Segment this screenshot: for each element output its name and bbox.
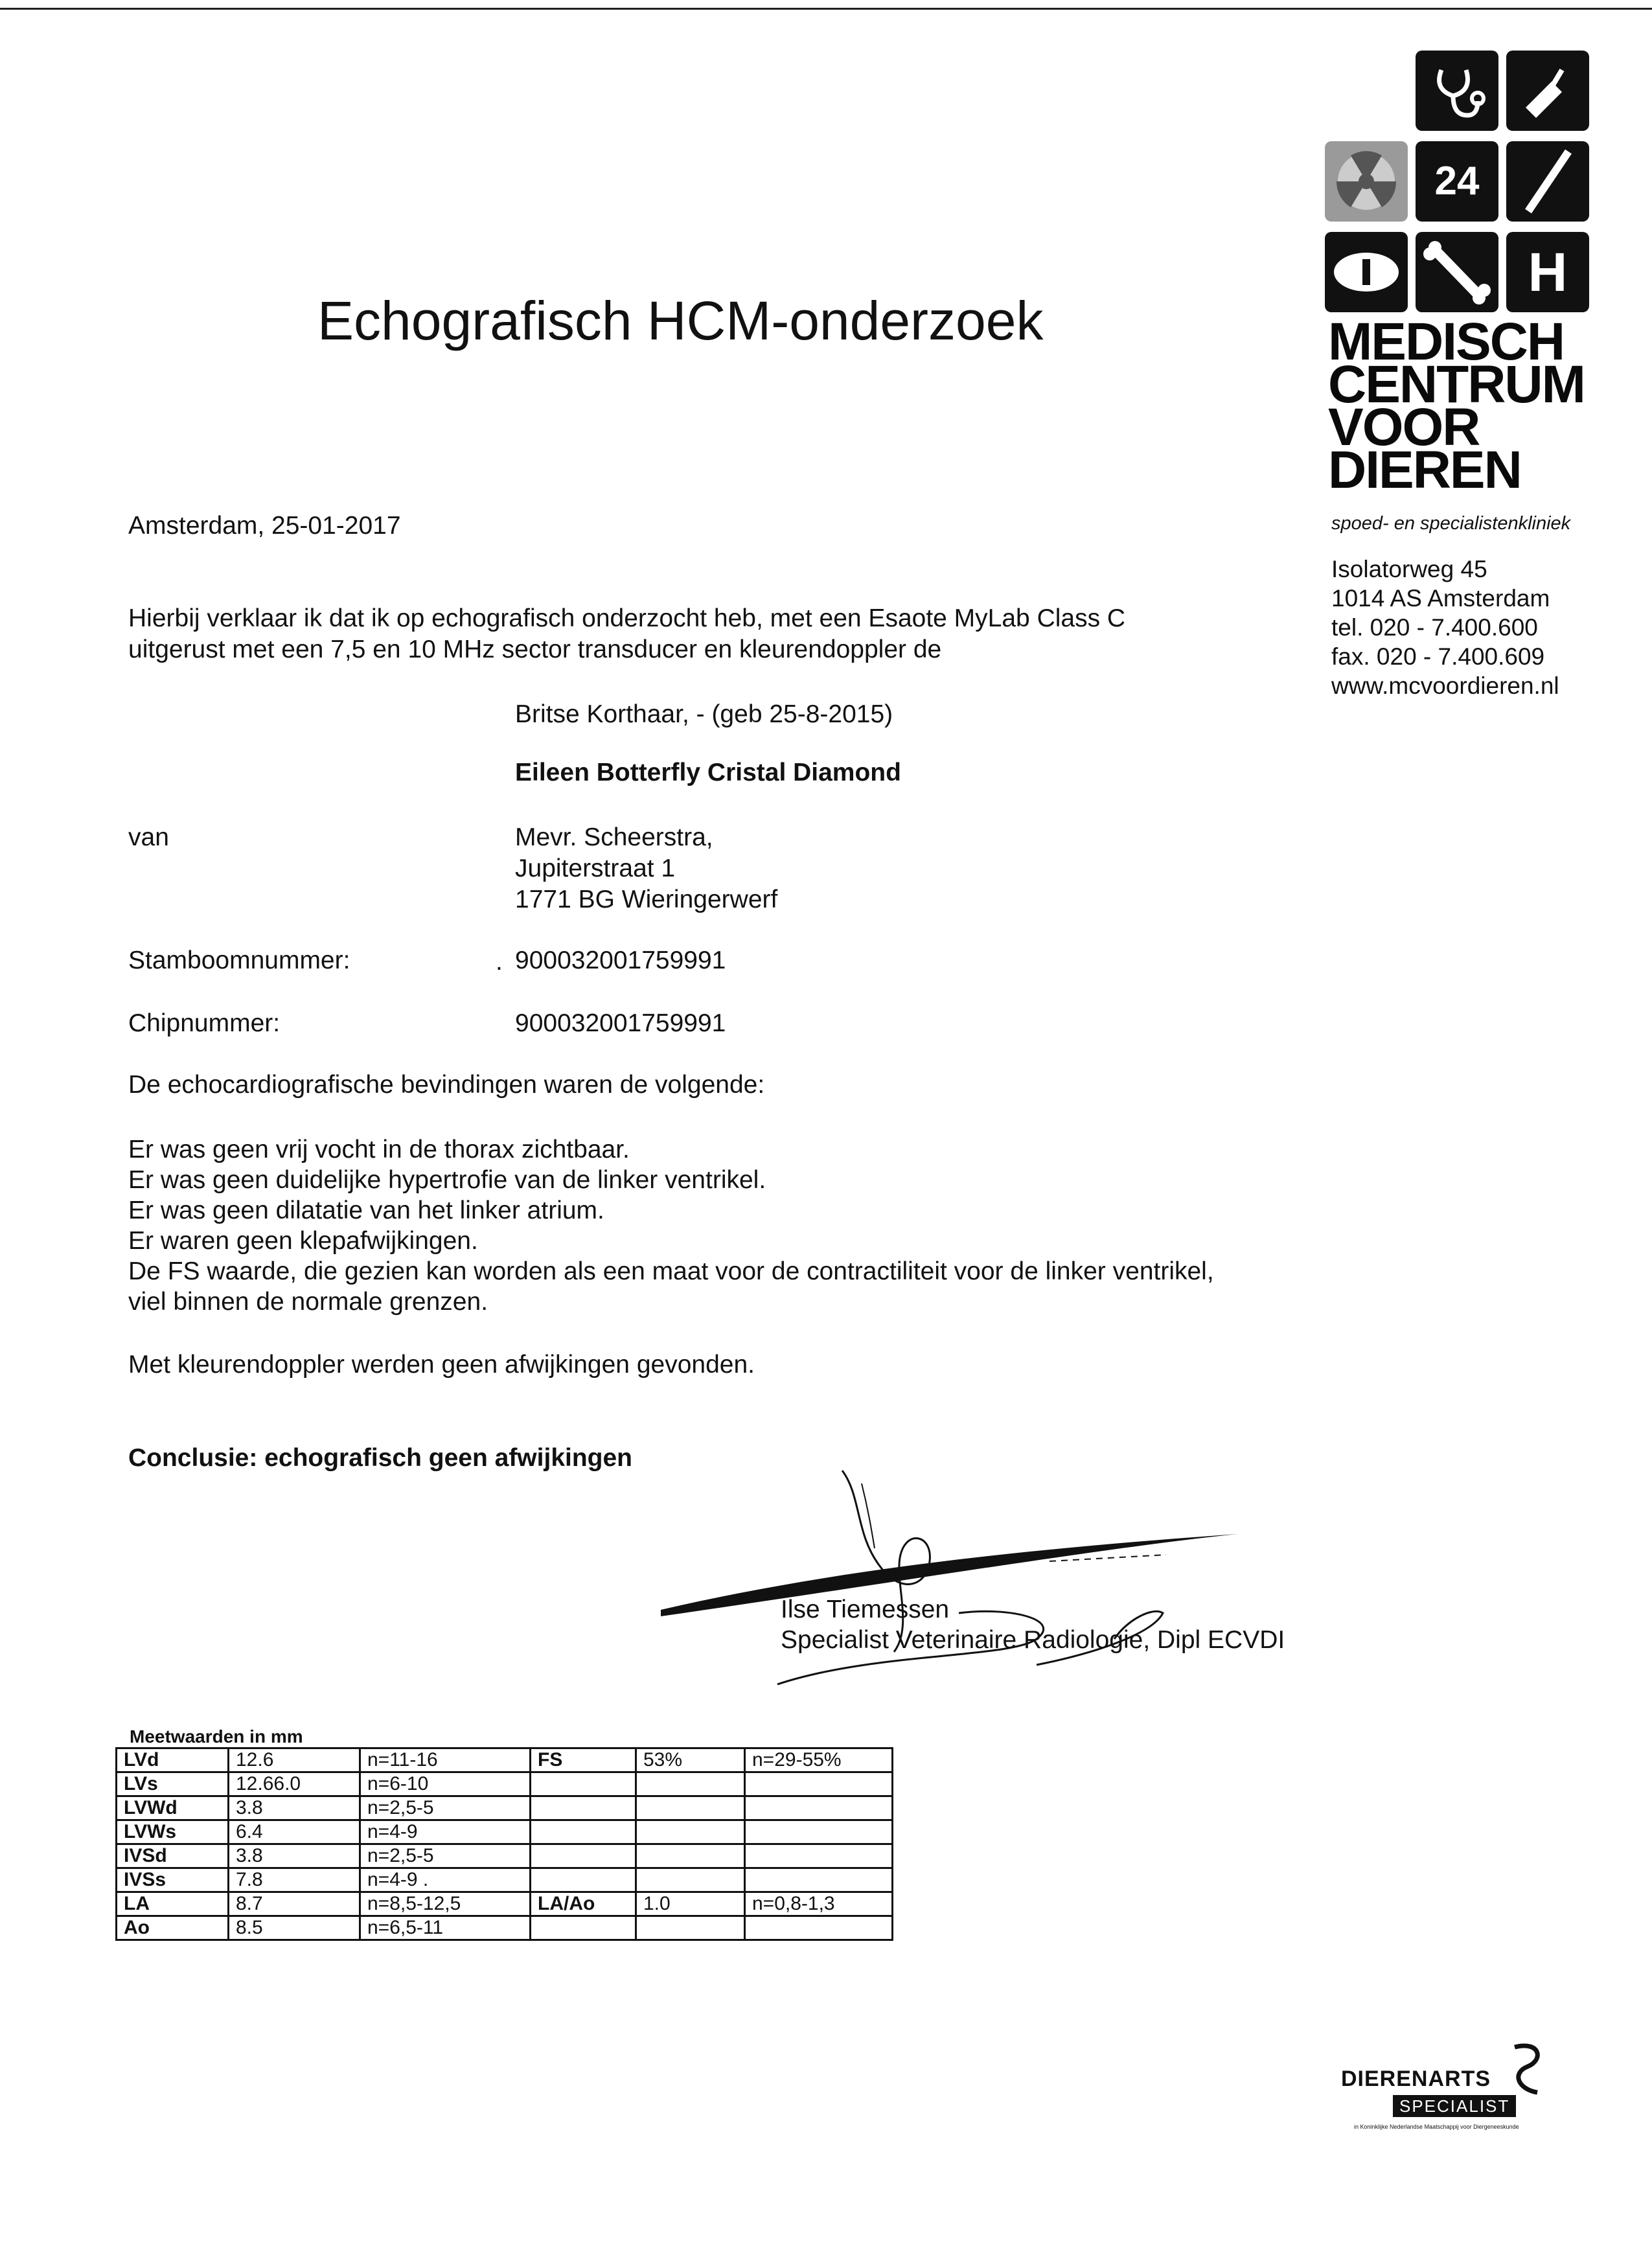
table-cell: LVWd (117, 1796, 229, 1820)
table-row (117, 1796, 893, 1820)
address-city: 1014 AS Amsterdam (1331, 585, 1550, 612)
table-cell (531, 1772, 636, 1796)
table-row (117, 1868, 893, 1892)
table-cell: 53% (636, 1748, 745, 1772)
address-website: www.mcvoordieren.nl (1331, 672, 1559, 699)
table-cell (636, 1916, 745, 1940)
doppler-statement: Met kleurendoppler werden geen afwijkingen gevonden. (128, 1351, 755, 1379)
table-cell (745, 1820, 893, 1844)
clinic-address (1331, 555, 1559, 700)
table-cell: n=6,5-11 (360, 1916, 531, 1940)
animal-name: Eileen Botterfly Cristal Diamond (515, 759, 901, 786)
signer-name: Ilse Tiemessen (781, 1596, 950, 1623)
stethoscope-icon (1416, 51, 1498, 131)
syringe-icon (1506, 51, 1589, 131)
intro-line-2: uitgerust met een 7,5 en 10 MHz sector transducer en kleurendoppler de (128, 636, 942, 663)
pedigree-dot: . (496, 948, 503, 976)
owner-line-1: Mevr. Scheerstra, (515, 823, 713, 851)
logo-wordmark (1328, 312, 1585, 499)
table-row (117, 1820, 893, 1844)
table-cell (531, 1868, 636, 1892)
table-cell: 3.8 (229, 1844, 360, 1868)
chip-number: 900032001759991 (515, 1009, 726, 1037)
snake-staff-icon (1508, 2041, 1547, 2099)
specialist-logo-line-2: SPECIALIST (1393, 2095, 1516, 2117)
dierenarts-specialist-logo (1335, 2041, 1548, 2138)
table-cell (745, 1772, 893, 1796)
logo-line-4: DIEREN (1328, 441, 1521, 499)
table-cell (745, 1796, 893, 1820)
hospital-h-icon: H (1506, 232, 1589, 312)
table-cell: n=6-10 (360, 1772, 531, 1796)
table-cell: 12.6 (229, 1748, 360, 1772)
measurements-caption: Meetwaarden in mm (130, 1726, 303, 1747)
table-cell: n=4-9 (360, 1820, 531, 1844)
table-cell (636, 1796, 745, 1820)
table-row (117, 1916, 893, 1940)
logo-line-1: MEDISCH (1328, 312, 1565, 371)
table-cell (745, 1868, 893, 1892)
finding-3: Er was geen dilatatie van het linker atrium. (128, 1197, 604, 1224)
pedigree-label: Stamboomnummer: (128, 946, 350, 974)
table-row (117, 1748, 893, 1772)
table-cell (636, 1772, 745, 1796)
table-cell (531, 1844, 636, 1868)
table-cell (745, 1844, 893, 1868)
finding-2: Er was geen duidelijke hypertrofie van de linker ventrikel. (128, 1166, 766, 1194)
finding-4: Er waren geen klepafwijkingen. (128, 1227, 478, 1255)
table-cell: n=8,5-12,5 (360, 1892, 531, 1916)
table-cell: 12.66.0 (229, 1772, 360, 1796)
table-cell: 7.8 (229, 1868, 360, 1892)
table-cell: 1.0 (636, 1892, 745, 1916)
finding-1: Er was geen vrij vocht in de thorax zichtbaar. (128, 1136, 630, 1163)
table-cell: LVd (117, 1748, 229, 1772)
address-street: Isolatorweg 45 (1331, 556, 1487, 582)
measurements-table (115, 1747, 893, 1941)
address-fax: fax. 020 - 7.400.609 (1331, 643, 1545, 670)
place-date: Amsterdam, 25-01-2017 (128, 512, 401, 540)
table-cell: n=29-55% (745, 1748, 893, 1772)
intro-line-1: Hierbij verklaar ik dat ik op echografisch onderzocht heb, met een Esaote MyLab Class C (128, 604, 1126, 632)
table-cell (531, 1796, 636, 1820)
table-cell: n=0,8-1,3 (745, 1892, 893, 1916)
table-cell: 8.5 (229, 1916, 360, 1940)
owner-line-2: Jupiterstraat 1 (515, 854, 676, 882)
table-cell (636, 1820, 745, 1844)
table-cell: LVWs (117, 1820, 229, 1844)
top-rule (0, 8, 1652, 10)
chip-label: Chipnummer: (128, 1009, 281, 1037)
mcvd-logo (1322, 45, 1594, 317)
table-cell: IVSs (117, 1868, 229, 1892)
table-cell: IVSd (117, 1844, 229, 1868)
table-cell (745, 1916, 893, 1940)
specialist-logo-line-1: DIERENARTS (1341, 2067, 1491, 2091)
table-cell: LVs (117, 1772, 229, 1796)
table-cell: Ao (117, 1916, 229, 1940)
logo-line-3: VOOR (1328, 398, 1480, 457)
table-cell: 3.8 (229, 1796, 360, 1820)
table-row (117, 1844, 893, 1868)
table-cell: n=2,5-5 (360, 1844, 531, 1868)
table-cell: n=4-9 . (360, 1868, 531, 1892)
table-cell: n=2,5-5 (360, 1796, 531, 1820)
emergency-24-icon: 24 (1416, 141, 1498, 222)
radiation-icon (1325, 141, 1408, 222)
table-row (117, 1772, 893, 1796)
table-cell: LA (117, 1892, 229, 1916)
table-cell: 8.7 (229, 1892, 360, 1916)
eye-icon (1325, 232, 1408, 312)
table-cell: FS (531, 1748, 636, 1772)
finding-5: De FS waarde, die gezien kan worden als een maat voor de contractiliteit voor de linker ventrikel, (128, 1257, 1214, 1285)
table-cell: LA/Ao (531, 1892, 636, 1916)
logo-tagline: spoed- en specialistenkliniek (1331, 513, 1571, 534)
owner-line-3: 1771 BG Wieringerwerf (515, 886, 778, 913)
table-row (117, 1892, 893, 1916)
table-cell (636, 1868, 745, 1892)
page-title: Echografisch HCM-onderzoek (317, 290, 1044, 351)
handwritten-signature (648, 1458, 1263, 1704)
table-cell (531, 1916, 636, 1940)
specialist-logo-fineprint: in Koninklijke Nederlandse Maatschappij voor Diergeneeskunde (1354, 2124, 1519, 2130)
table-cell: 6.4 (229, 1820, 360, 1844)
owner-label: van (128, 823, 169, 851)
table-cell (636, 1844, 745, 1868)
scalpel-icon (1506, 141, 1589, 222)
signer-title: Specialist Veterinaire Radiologie, Dipl ECVDI (781, 1626, 1285, 1654)
pedigree-number: 900032001759991 (515, 946, 726, 974)
table-cell (531, 1820, 636, 1844)
findings-intro: De echocardiografische bevindingen waren de volgende: (128, 1071, 765, 1099)
bone-icon (1416, 232, 1498, 312)
address-phone: tel. 020 - 7.400.600 (1331, 614, 1538, 641)
table-cell: n=11-16 (360, 1748, 531, 1772)
logo-line-2: CENTRUM (1328, 355, 1585, 414)
conclusion: Conclusie: echografisch geen afwijkingen (128, 1444, 633, 1472)
breed: Britse Korthaar, - (geb 25-8-2015) (515, 700, 893, 728)
finding-6: viel binnen de normale grenzen. (128, 1288, 488, 1316)
